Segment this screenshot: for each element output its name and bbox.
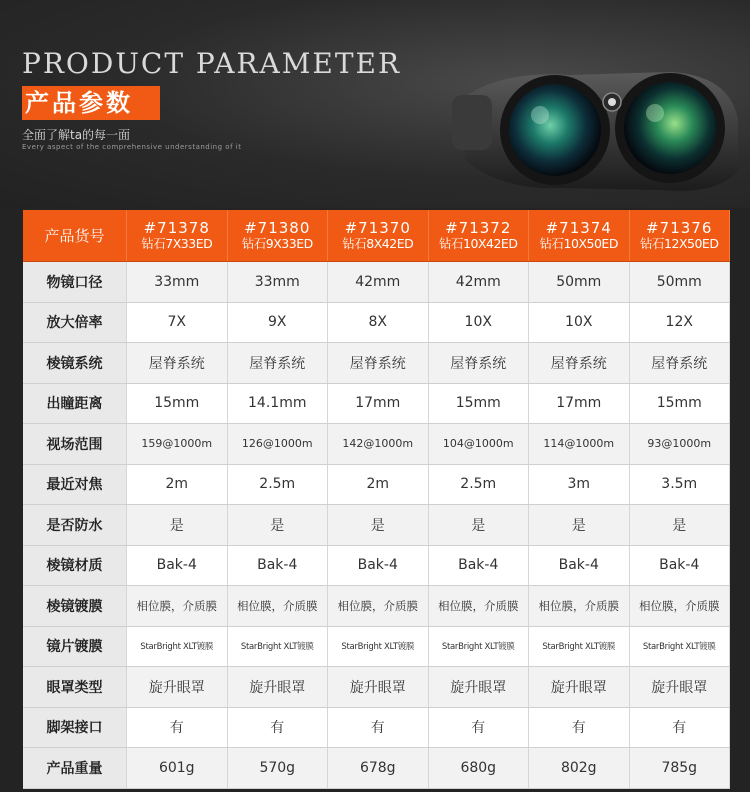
table-cell: 159@1000m [127,424,228,464]
table-cell: 2m [328,465,429,505]
model-name: 钻石10X50ED [539,235,618,251]
model-name: 钻石12X50ED [640,235,719,251]
table-cell: 是 [429,505,530,545]
table-row [23,384,730,425]
model-code: #71372 [445,218,512,237]
table-cell: 680g [429,748,530,788]
table-cell: Bak-4 [127,546,228,586]
row-label: 是否防水 [23,505,127,545]
model-name: 钻石7X33ED [141,235,213,251]
table-cell: 2.5m [228,465,329,505]
table-cell: Bak-4 [529,546,630,586]
table-cell: 旋升眼罩 [228,667,329,707]
table-cell: 10X [529,303,630,343]
model-code: #71378 [143,218,210,237]
row-label: 放大倍率 [23,303,127,343]
row-label: 视场范围 [23,424,127,464]
table-row [23,748,730,789]
table-cell: 旋升眼罩 [429,667,530,707]
model-name: 钻石8X42ED [342,235,414,251]
table-cell: 50mm [529,262,630,302]
model-code: #71376 [646,218,713,237]
table-cell: 是 [127,505,228,545]
table-row [23,303,730,344]
table-cell: 旋升眼罩 [630,667,731,707]
table-cell: 93@1000m [630,424,731,464]
table-cell: 114@1000m [529,424,630,464]
table-cell: 7X [127,303,228,343]
table-cell: Bak-4 [228,546,329,586]
table-cell: 有 [429,708,530,748]
table-cell: 有 [630,708,731,748]
table-cell: 相位膜，介质膜 [328,586,429,626]
row-label: 眼罩类型 [23,667,127,707]
table-cell: 3m [529,465,630,505]
table-cell: StarBright XLT镀膜 [630,627,731,667]
table-cell: 是 [529,505,630,545]
row-label: 脚架接口 [23,708,127,748]
model-header-cell [529,210,630,261]
row-label: 产品重量 [23,748,127,788]
table-cell: 15mm [429,384,530,424]
table-cell: 相位膜，介质膜 [630,586,731,626]
table-cell: 42mm [328,262,429,302]
table-cell: 42mm [429,262,530,302]
table-cell: 570g [228,748,329,788]
hero-banner [0,0,750,208]
subtitle-cn: 全面了解ta的每一面 [22,128,131,142]
table-cell: 3.5m [630,465,731,505]
table-cell: 是 [228,505,329,545]
table-cell: 2.5m [429,465,530,505]
table-cell: 有 [127,708,228,748]
table-cell: StarBright XLT镀膜 [529,627,630,667]
model-name: 钻石10X42ED [439,235,518,251]
model-code: #71370 [344,218,411,237]
table-cell: 142@1000m [328,424,429,464]
table-cell: 14.1mm [228,384,329,424]
table-cell: 126@1000m [228,424,329,464]
table-cell: Bak-4 [429,546,530,586]
table-cell: 15mm [630,384,731,424]
table-cell: 17mm [529,384,630,424]
row-label: 出瞳距离 [23,384,127,424]
table-cell: 相位膜，介质膜 [127,586,228,626]
table-cell: 601g [127,748,228,788]
table-cell: 旋升眼罩 [127,667,228,707]
table-cell: 有 [529,708,630,748]
parameter-table [23,210,730,789]
title-cn: 产品参数 [22,86,160,120]
table-row [23,708,730,749]
table-cell: 有 [328,708,429,748]
table-row [23,505,730,546]
table-cell: 有 [228,708,329,748]
table-row [23,465,730,506]
model-code: #71380 [244,218,311,237]
row-label: 棱镜材质 [23,546,127,586]
table-row [23,546,730,587]
model-header-cell [630,210,731,261]
table-row [23,627,730,668]
model-header-cell [228,210,329,261]
table-row [23,343,730,384]
table-cell: 802g [529,748,630,788]
table-cell: 是 [328,505,429,545]
table-row [23,424,730,465]
table-cell: 屋脊系统 [328,343,429,383]
table-cell: 相位膜，介质膜 [429,586,530,626]
model-header-cell [429,210,530,261]
binoculars-image [440,60,740,200]
table-cell: 是 [630,505,731,545]
table-row [23,586,730,627]
table-cell: StarBright XLT镀膜 [429,627,530,667]
table-row [23,667,730,708]
table-cell: 屋脊系统 [228,343,329,383]
row-label: 镜片镀膜 [23,627,127,667]
row-label: 棱镜镀膜 [23,586,127,626]
subtitle-en: Every aspect of the comprehensive understanding of it [22,143,242,151]
table-cell: StarBright XLT镀膜 [328,627,429,667]
model-name: 钻石9X33ED [241,235,313,251]
table-cell: 旋升眼罩 [328,667,429,707]
table-cell: 屋脊系统 [630,343,731,383]
row-label: 物镜口径 [23,262,127,302]
table-cell: 2m [127,465,228,505]
table-cell: 旋升眼罩 [529,667,630,707]
table-cell: 9X [228,303,329,343]
table-cell: Bak-4 [328,546,429,586]
table-header-row [23,210,730,262]
model-header-cell [328,210,429,261]
table-cell: 屋脊系统 [127,343,228,383]
table-cell: 12X [630,303,731,343]
table-cell: 104@1000m [429,424,530,464]
table-cell: 10X [429,303,530,343]
table-cell: 相位膜，介质膜 [529,586,630,626]
table-cell: 33mm [127,262,228,302]
table-cell: StarBright XLT镀膜 [127,627,228,667]
model-code: #71374 [545,218,612,237]
row-label: 最近对焦 [23,465,127,505]
table-cell: 8X [328,303,429,343]
model-header-cell [127,210,228,261]
table-cell: Bak-4 [630,546,731,586]
table-cell: 678g [328,748,429,788]
table-cell: 785g [630,748,731,788]
table-cell: 15mm [127,384,228,424]
title-en: PRODUCT PARAMETER [22,47,402,80]
table-cell: 50mm [630,262,731,302]
table-cell: 17mm [328,384,429,424]
table-cell: 33mm [228,262,329,302]
table-row [23,262,730,303]
header-label: 产品货号 [23,210,127,261]
table-cell: StarBright XLT镀膜 [228,627,329,667]
table-cell: 屋脊系统 [529,343,630,383]
row-label: 棱镜系统 [23,343,127,383]
table-cell: 相位膜，介质膜 [228,586,329,626]
table-cell: 屋脊系统 [429,343,530,383]
